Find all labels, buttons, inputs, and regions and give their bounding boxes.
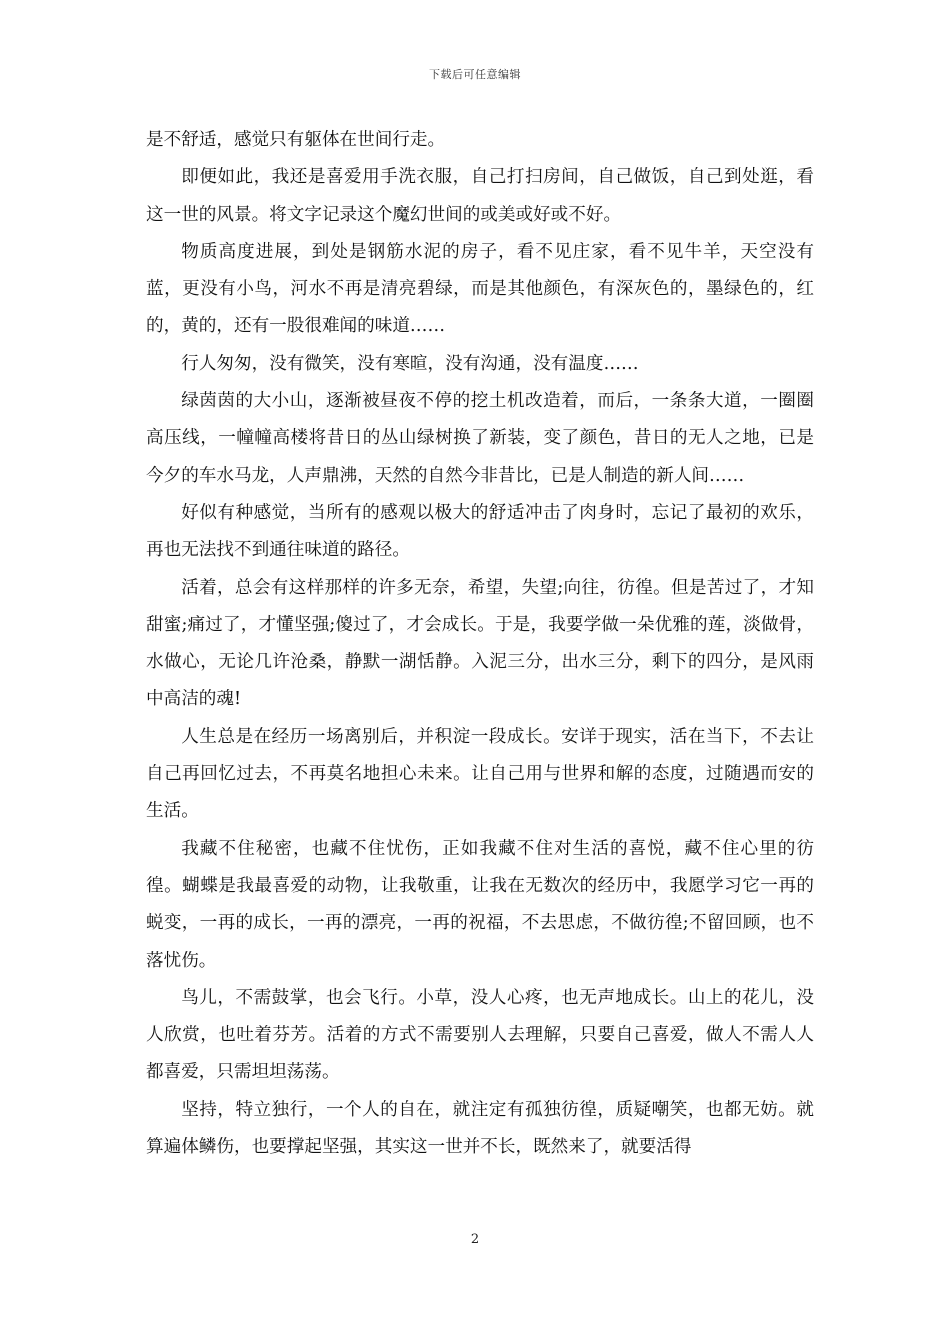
paragraph: 是不舒适，感觉只有躯体在世间行走。 [146, 130, 446, 150]
paragraph: 人生总是在经历一场离别后，并积淀一段成长。安详于现实，活在当下，不去让自己再回忆过去，不再莫名地担心未来。让自己用与世界和解的态度，过随遇而安的生活。 [146, 726, 814, 822]
page-header: 下载后可任意编辑 [429, 68, 521, 81]
paragraph: 鸟儿，不需鼓掌，也会飞行。小草，没人心疼，也无声地成长。山上的花儿，没人欣赏，也吐着芬芳。活着的方式不需要别人去理解，只要自己喜爱，做人不需人人都喜爱，只需坦坦荡荡。 [146, 987, 814, 1083]
paragraph: 行人匆匆，没有微笑，没有寒暄，没有沟通，没有温度…… [181, 353, 639, 374]
paragraph: 活着，总会有这样那样的许多无奈，希望，失望;向往，彷徨。但是苦过了，才知甜蜜;痛过了，才懂坚强;傻过了，才会成长。于是，我要学做一朵优雅的莲，淡做骨，水做心，无论几许沧桑，静默一湖恬静。入泥三分，出水三分，剩下的四分，是风雨中高洁的魂! [146, 577, 814, 710]
paragraph: 物质高度进展，到处是钢筋水泥的房子，看不见庄家，看不见牛羊，天空没有蓝，更没有小鸟，河水不再是清亮碧绿，而是其他颜色，有深灰色的，墨绿色的，红的，黄的，还有一股很难闻的味道…… [146, 241, 814, 337]
paragraph: 绿茵茵的大小山，逐渐被昼夜不停的挖土机改造着，而后，一条条大道，一圈圈高压线，一幢幢高楼将昔日的丛山绿树换了新装，变了颜色，昔日的无人之地，已是今夕的车水马龙，人声鼎沸，天然的自然今非昔比，已是人制造的新人间…… [146, 391, 814, 486]
paragraph: 坚持，特立独行，一个人的自在，就注定有孤独彷徨，质疑嘲笑，也都无妨。就算遍体鳞伤，也要撑起坚强，其实这一世并不长，既然来了，就要活得 [146, 1099, 814, 1158]
paragraph: 即便如此，我还是喜爱用手洗衣服，自己打扫房间，自己做饭，自己到处逛，看这一世的风景。将文字记录这个魔幻世间的或美或好或不好。 [146, 167, 814, 225]
page-number: 2 [470, 1232, 480, 1247]
paragraph: 我藏不住秘密，也藏不住忧伤，正如我藏不住对生活的喜悦，藏不住心里的彷徨。蝴蝶是我最喜爱的动物，让我敬重，让我在无数次的经历中，我愿学习它一再的蜕变，一再的成长，一再的漂亮，一再的祝福，不去思虑，不做彷徨;不留回顾，也不落忧伤。 [146, 838, 814, 971]
document-body [146, 122, 814, 1166]
paragraph: 好似有种感觉，当所有的感观以极大的舒适冲击了肉身时，忘记了最初的欢乐，再也无法找不到通往味道的路径。 [146, 502, 814, 561]
